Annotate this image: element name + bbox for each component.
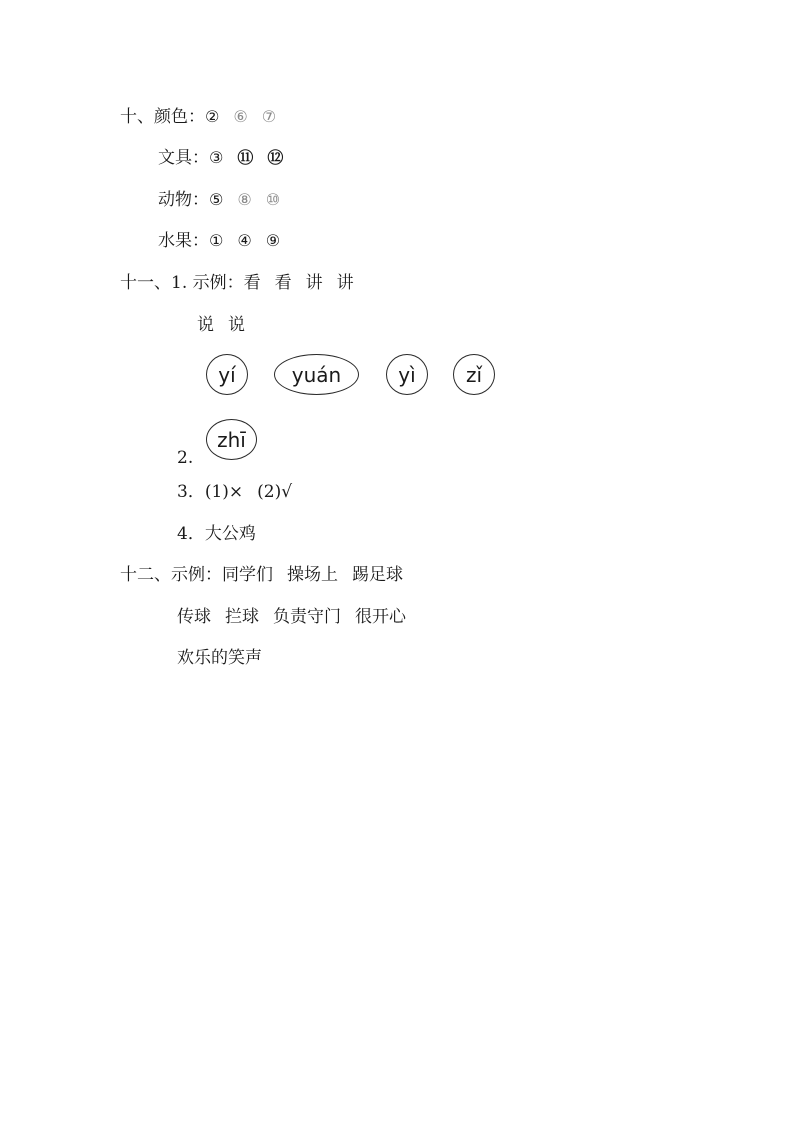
s11-q4-answer: 大公鸡 [204,524,256,544]
s12-row-2 [177,607,406,627]
s11-q2-row [177,448,193,468]
s11-q1-row [120,273,354,293]
pinyin-bubble-zhi1: zhī [206,419,257,460]
s10-label: 十、颜色： [120,107,205,127]
s10-animals-1: ⑤ [209,190,224,209]
s10-stationery-2: ⑪ [237,148,254,167]
s12-line2-4: 很开心 [355,607,406,627]
pinyin-bubble-yi2: yí [206,354,248,395]
s10-stationery-label: 文具： [158,148,209,168]
s10-stationery-row [158,148,283,168]
s11-q3-a: (1)× [204,482,244,502]
s10-stationery-3: ⑫ [267,148,284,167]
s10-animals-2: ⑧ [237,190,252,209]
s10-colors-2: ⑥ [233,107,248,126]
s10-animals-label: 动物： [158,190,209,210]
s10-fruit-3: ⑨ [265,231,281,250]
s11-q1-word-3: 讲 [305,273,323,293]
s12-row-1 [120,565,403,585]
s12-line1-3: 踢足球 [352,565,403,585]
s11-q2-label: 2. [177,448,194,468]
s11-label: 十一、 [120,273,171,293]
s12-label: 十二、 [120,565,171,585]
s10-fruit-label: 水果： [158,231,209,251]
pinyin-bubble-yi4: yì [386,354,428,395]
s10-fruit-row [158,231,280,251]
s10-colors-row [120,107,276,127]
s12-line3: 欢乐的笑声 [177,648,262,668]
s11-q1-line2 [197,315,245,335]
s11-q1-word-1: 看 [243,273,261,293]
s12-line1-2: 操场上 [287,565,338,585]
s11-q3-row [177,482,292,502]
s10-fruit-2: ④ [237,231,252,250]
s11-q4-row [177,524,256,544]
s10-colors-3: ⑦ [261,107,277,126]
s10-animals-3: ⑩ [265,190,281,209]
s10-animals-row [158,190,280,210]
s10-fruit-1: ① [209,231,224,250]
s12-line1-1: 同学们 [222,565,273,585]
s10-colors-1: ② [205,107,220,126]
s11-q1-label: 1. 示例： [171,273,244,293]
pinyin-bubble-zi3: zǐ [453,354,495,395]
pinyin-bubble-yuan2: yuán [274,354,359,395]
s12-line2-1: 传球 [177,607,211,627]
s11-q1-line2-word-1: 说 [197,315,214,335]
s11-q3-b: (2)√ [257,482,293,502]
s10-stationery-1: ③ [209,148,224,167]
s11-q3-label: 3． [177,482,205,502]
s12-row-3 [177,648,262,668]
s12-line2-3: 负责守门 [273,607,341,627]
s11-q1-word-4: 讲 [336,273,354,293]
s12-line2-2: 拦球 [225,607,259,627]
s11-q1-word-2: 看 [274,273,292,293]
s12-example-label: 示例： [171,565,222,585]
s11-q4-label: 4． [177,524,205,544]
s11-q1-line2-word-2: 说 [228,315,245,335]
